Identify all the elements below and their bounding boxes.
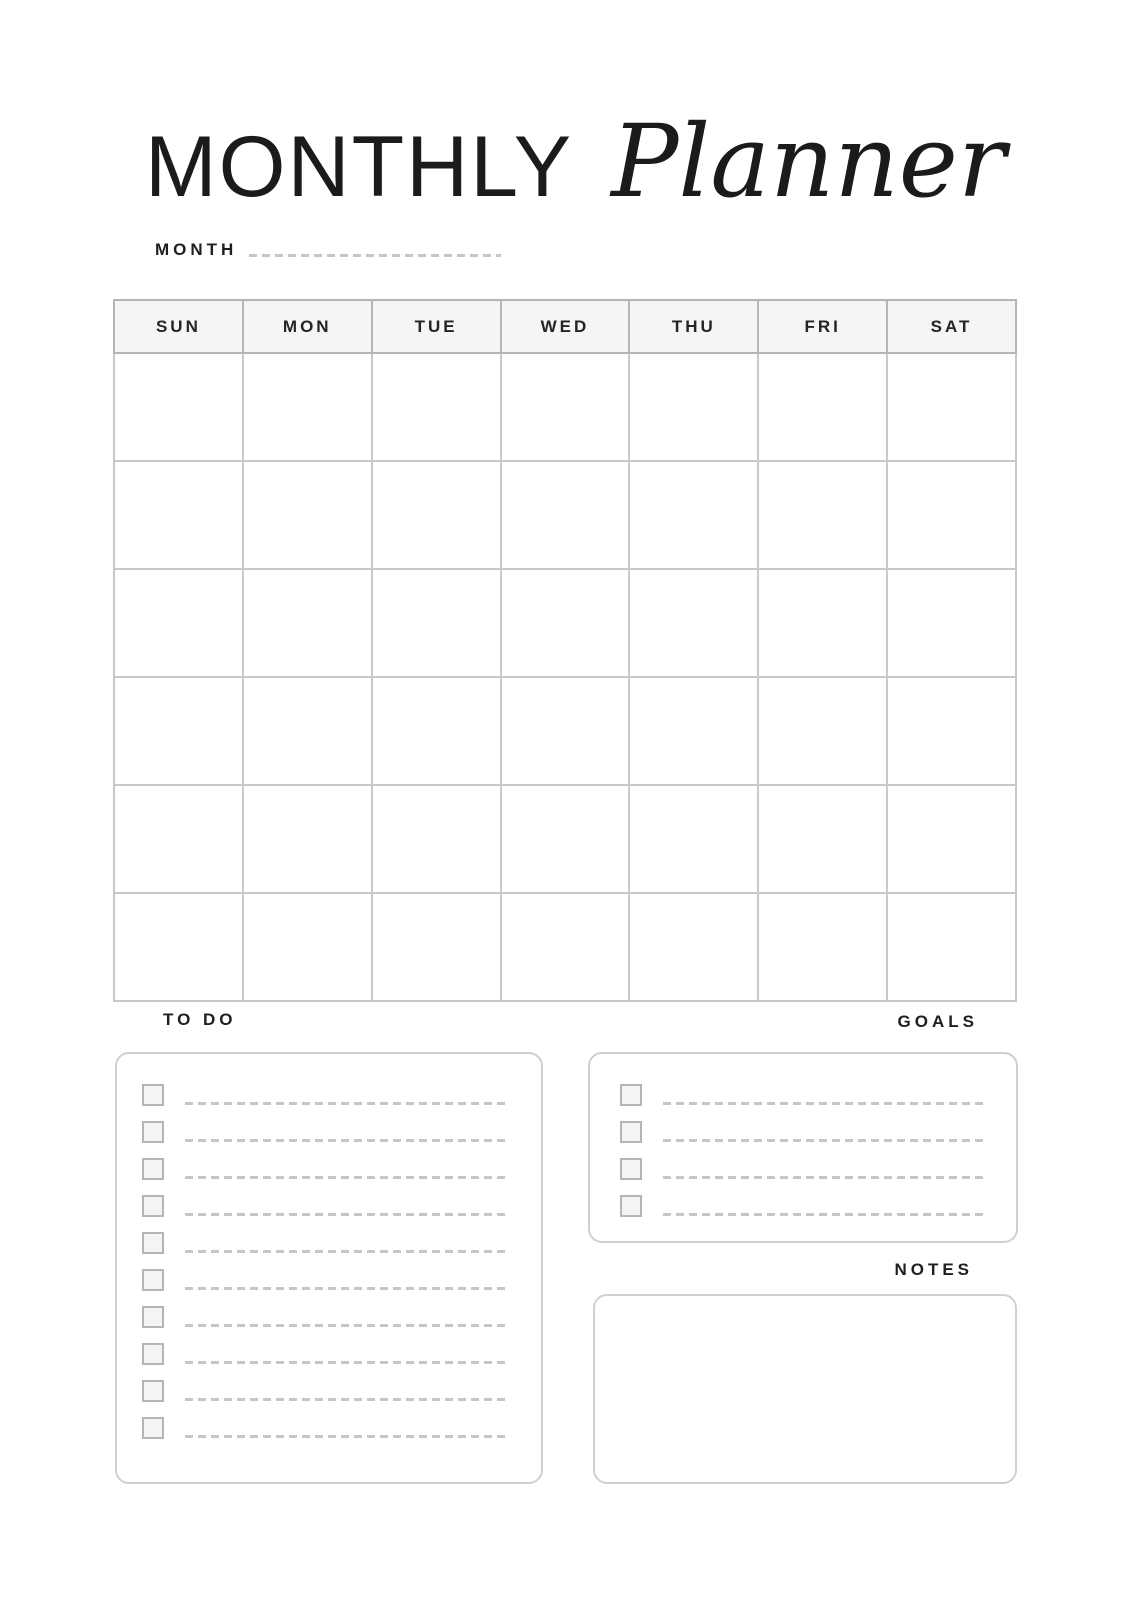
calendar-day-cell[interactable] <box>243 353 372 461</box>
goals-box <box>588 1052 1018 1243</box>
todo-list-item <box>142 1143 509 1180</box>
day-header-wed: WED <box>501 300 630 353</box>
checkbox-icon[interactable] <box>620 1084 642 1106</box>
calendar-week-row <box>114 353 1016 461</box>
day-header-sat: SAT <box>887 300 1016 353</box>
day-header-thu: THU <box>629 300 758 353</box>
goals-section-label: GOALS <box>897 1012 978 1031</box>
calendar-day-cell[interactable] <box>372 569 501 677</box>
calendar-day-cell[interactable] <box>758 461 887 569</box>
write-in-line[interactable] <box>185 1435 509 1438</box>
todo-list-item <box>142 1402 509 1439</box>
calendar-day-cell[interactable] <box>887 677 1016 785</box>
calendar-table <box>113 299 1017 1002</box>
month-row <box>155 240 501 260</box>
write-in-line[interactable] <box>663 1139 988 1142</box>
checkbox-icon[interactable] <box>142 1306 164 1328</box>
calendar-day-cell[interactable] <box>114 893 243 1001</box>
write-in-line[interactable] <box>185 1361 509 1364</box>
write-in-line[interactable] <box>185 1287 509 1290</box>
calendar-day-cell[interactable] <box>501 785 630 893</box>
calendar-day-cell[interactable] <box>243 569 372 677</box>
calendar-day-cell[interactable] <box>243 461 372 569</box>
calendar-day-cell[interactable] <box>887 785 1016 893</box>
write-in-line[interactable] <box>185 1324 509 1327</box>
calendar-day-cell[interactable] <box>372 677 501 785</box>
calendar-day-cell[interactable] <box>243 785 372 893</box>
calendar-day-cell[interactable] <box>372 785 501 893</box>
checkbox-icon[interactable] <box>142 1232 164 1254</box>
todo-list-item <box>142 1291 509 1328</box>
write-in-line[interactable] <box>185 1250 509 1253</box>
calendar-day-cell[interactable] <box>758 353 887 461</box>
calendar-day-cell[interactable] <box>114 677 243 785</box>
checkbox-icon[interactable] <box>142 1417 164 1439</box>
calendar-header-row <box>114 300 1016 353</box>
write-in-line[interactable] <box>663 1213 988 1216</box>
page-title <box>145 103 1006 220</box>
notes-section-label: NOTES <box>894 1260 973 1279</box>
calendar-day-cell[interactable] <box>629 461 758 569</box>
todo-list-item <box>142 1217 509 1254</box>
calendar-week-row <box>114 785 1016 893</box>
month-label: MONTH <box>155 240 238 259</box>
calendar-week-row <box>114 677 1016 785</box>
calendar-day-cell[interactable] <box>501 461 630 569</box>
calendar-day-cell[interactable] <box>887 893 1016 1001</box>
calendar-day-cell[interactable] <box>501 893 630 1001</box>
calendar-day-cell[interactable] <box>501 677 630 785</box>
calendar-week-row <box>114 893 1016 1001</box>
write-in-line[interactable] <box>185 1176 509 1179</box>
write-in-line[interactable] <box>185 1139 509 1142</box>
write-in-line[interactable] <box>185 1398 509 1401</box>
calendar-day-cell[interactable] <box>629 353 758 461</box>
title-planner-script: Planner <box>611 103 1006 220</box>
calendar-day-cell[interactable] <box>629 893 758 1001</box>
calendar-day-cell[interactable] <box>758 569 887 677</box>
title-monthly: MONTHLY <box>145 119 574 215</box>
todo-box <box>115 1052 543 1484</box>
todo-list-item <box>142 1106 509 1143</box>
calendar-day-cell[interactable] <box>243 893 372 1001</box>
goals-list-item <box>620 1180 988 1217</box>
calendar-day-cell[interactable] <box>114 461 243 569</box>
calendar-day-cell[interactable] <box>372 893 501 1001</box>
calendar-day-cell[interactable] <box>629 677 758 785</box>
calendar-day-cell[interactable] <box>501 569 630 677</box>
calendar-day-cell[interactable] <box>887 353 1016 461</box>
calendar-day-cell[interactable] <box>501 353 630 461</box>
day-header-fri: FRI <box>758 300 887 353</box>
calendar-day-cell[interactable] <box>243 677 372 785</box>
calendar-day-cell[interactable] <box>758 893 887 1001</box>
checkbox-icon[interactable] <box>620 1121 642 1143</box>
write-in-line[interactable] <box>663 1102 988 1105</box>
goals-list-item <box>620 1143 988 1180</box>
todo-list-item <box>142 1365 509 1402</box>
checkbox-icon[interactable] <box>142 1195 164 1217</box>
checkbox-icon[interactable] <box>142 1269 164 1291</box>
calendar-week-row <box>114 461 1016 569</box>
calendar-day-cell[interactable] <box>758 677 887 785</box>
day-header-sun: SUN <box>114 300 243 353</box>
checkbox-icon[interactable] <box>142 1343 164 1365</box>
checkbox-icon[interactable] <box>620 1158 642 1180</box>
write-in-line[interactable] <box>185 1102 509 1105</box>
notes-box[interactable] <box>593 1294 1017 1484</box>
checkbox-icon[interactable] <box>142 1380 164 1402</box>
write-in-line[interactable] <box>663 1176 988 1179</box>
calendar-day-cell[interactable] <box>114 785 243 893</box>
goals-list-item <box>620 1069 988 1106</box>
checkbox-icon[interactable] <box>142 1084 164 1106</box>
calendar-body <box>114 353 1016 1001</box>
calendar-day-cell[interactable] <box>114 353 243 461</box>
day-header-tue: TUE <box>372 300 501 353</box>
month-write-in-line[interactable] <box>249 254 501 257</box>
write-in-line[interactable] <box>185 1213 509 1216</box>
checkbox-icon[interactable] <box>142 1121 164 1143</box>
todo-section-label: TO DO <box>163 1010 237 1029</box>
day-header-mon: MON <box>243 300 372 353</box>
calendar-day-cell[interactable] <box>629 785 758 893</box>
checkbox-icon[interactable] <box>620 1195 642 1217</box>
todo-list-item <box>142 1180 509 1217</box>
checkbox-icon[interactable] <box>142 1158 164 1180</box>
calendar-day-cell[interactable] <box>887 461 1016 569</box>
calendar-day-cell[interactable] <box>758 785 887 893</box>
calendar-day-cell[interactable] <box>887 569 1016 677</box>
todo-list-item <box>142 1069 509 1106</box>
todo-list-item <box>142 1254 509 1291</box>
calendar-day-cell[interactable] <box>372 353 501 461</box>
calendar-day-cell[interactable] <box>372 461 501 569</box>
todo-list-item <box>142 1328 509 1365</box>
calendar-day-cell[interactable] <box>114 569 243 677</box>
calendar-week-row <box>114 569 1016 677</box>
goals-list-item <box>620 1106 988 1143</box>
calendar-day-cell[interactable] <box>629 569 758 677</box>
